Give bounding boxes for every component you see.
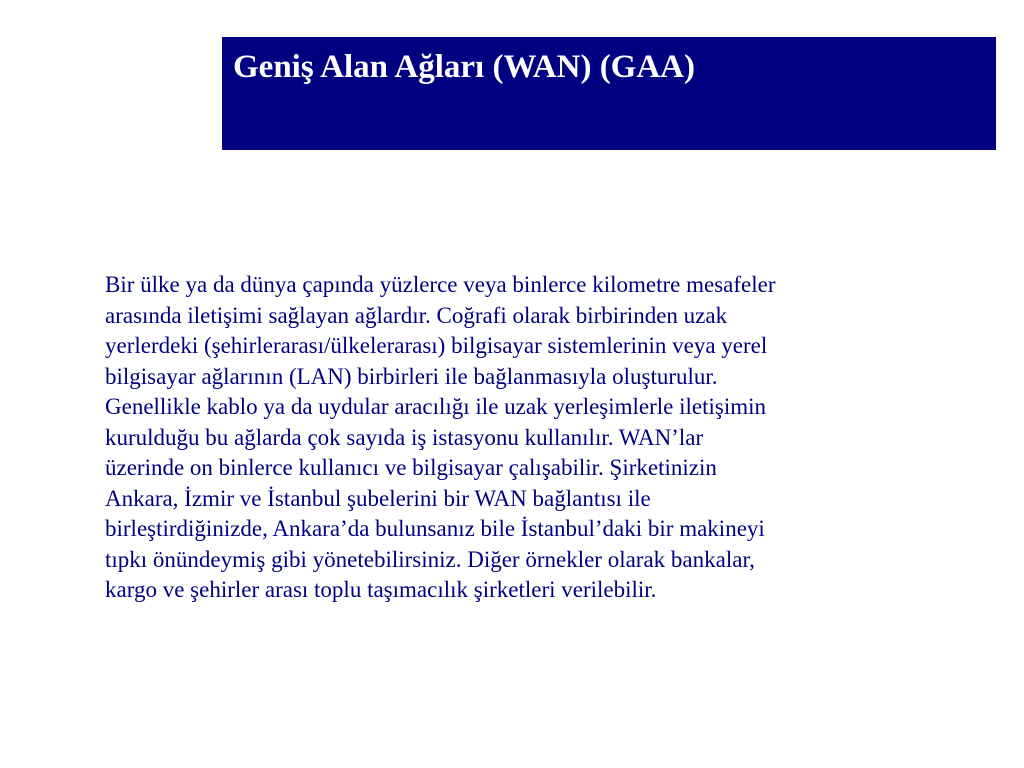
body-line: kargo ve şehirler arası toplu taşımacılık şirketleri verilebilir. xyxy=(105,577,657,602)
title-bar xyxy=(222,37,996,150)
body-line: tıpkı önündeymiş gibi yönetebilirsiniz. Diğer örnekler olarak bankalar, xyxy=(105,546,755,572)
slide-title: Geniş Alan Ağları (WAN) (GAA) xyxy=(233,49,695,85)
body-line: üzerinde on binlerce kullanıcı ve bilgisayar çalışabilir. Şirketinizin xyxy=(105,455,717,480)
body-line: birleştirdiğinizde, Ankara’da bulunsanız bile İstanbul’daki bir makineyi xyxy=(105,516,765,541)
body-line: Ankara, İzmir ve İstanbul şubelerini bir WAN bağlantısı ile xyxy=(105,485,651,511)
body-line: yerlerdeki (şehirlerarası/ülkelerarası) bilgisayar sistemlerinin veya yerel xyxy=(105,333,768,358)
body-line: Bir ülke ya da dünya çapında yüzlerce veya binlerce kilometre mesafeler xyxy=(105,272,776,297)
body-line: arasında iletişimi sağlayan ağlardır. Coğrafi olarak birbirinden uzak xyxy=(105,302,728,328)
slide-body xyxy=(105,270,965,606)
body-line: Genellikle kablo ya da uydular aracılığı ile uzak yerleşimlerle iletişimin xyxy=(105,394,767,419)
body-line: kurulduğu bu ağlarda çok sayıda iş istasyonu kullanılır. WAN’lar xyxy=(105,424,704,450)
body-line: bilgisayar ağlarının (LAN) birbirleri ile bağlanmasıyla oluşturulur. xyxy=(105,363,718,389)
